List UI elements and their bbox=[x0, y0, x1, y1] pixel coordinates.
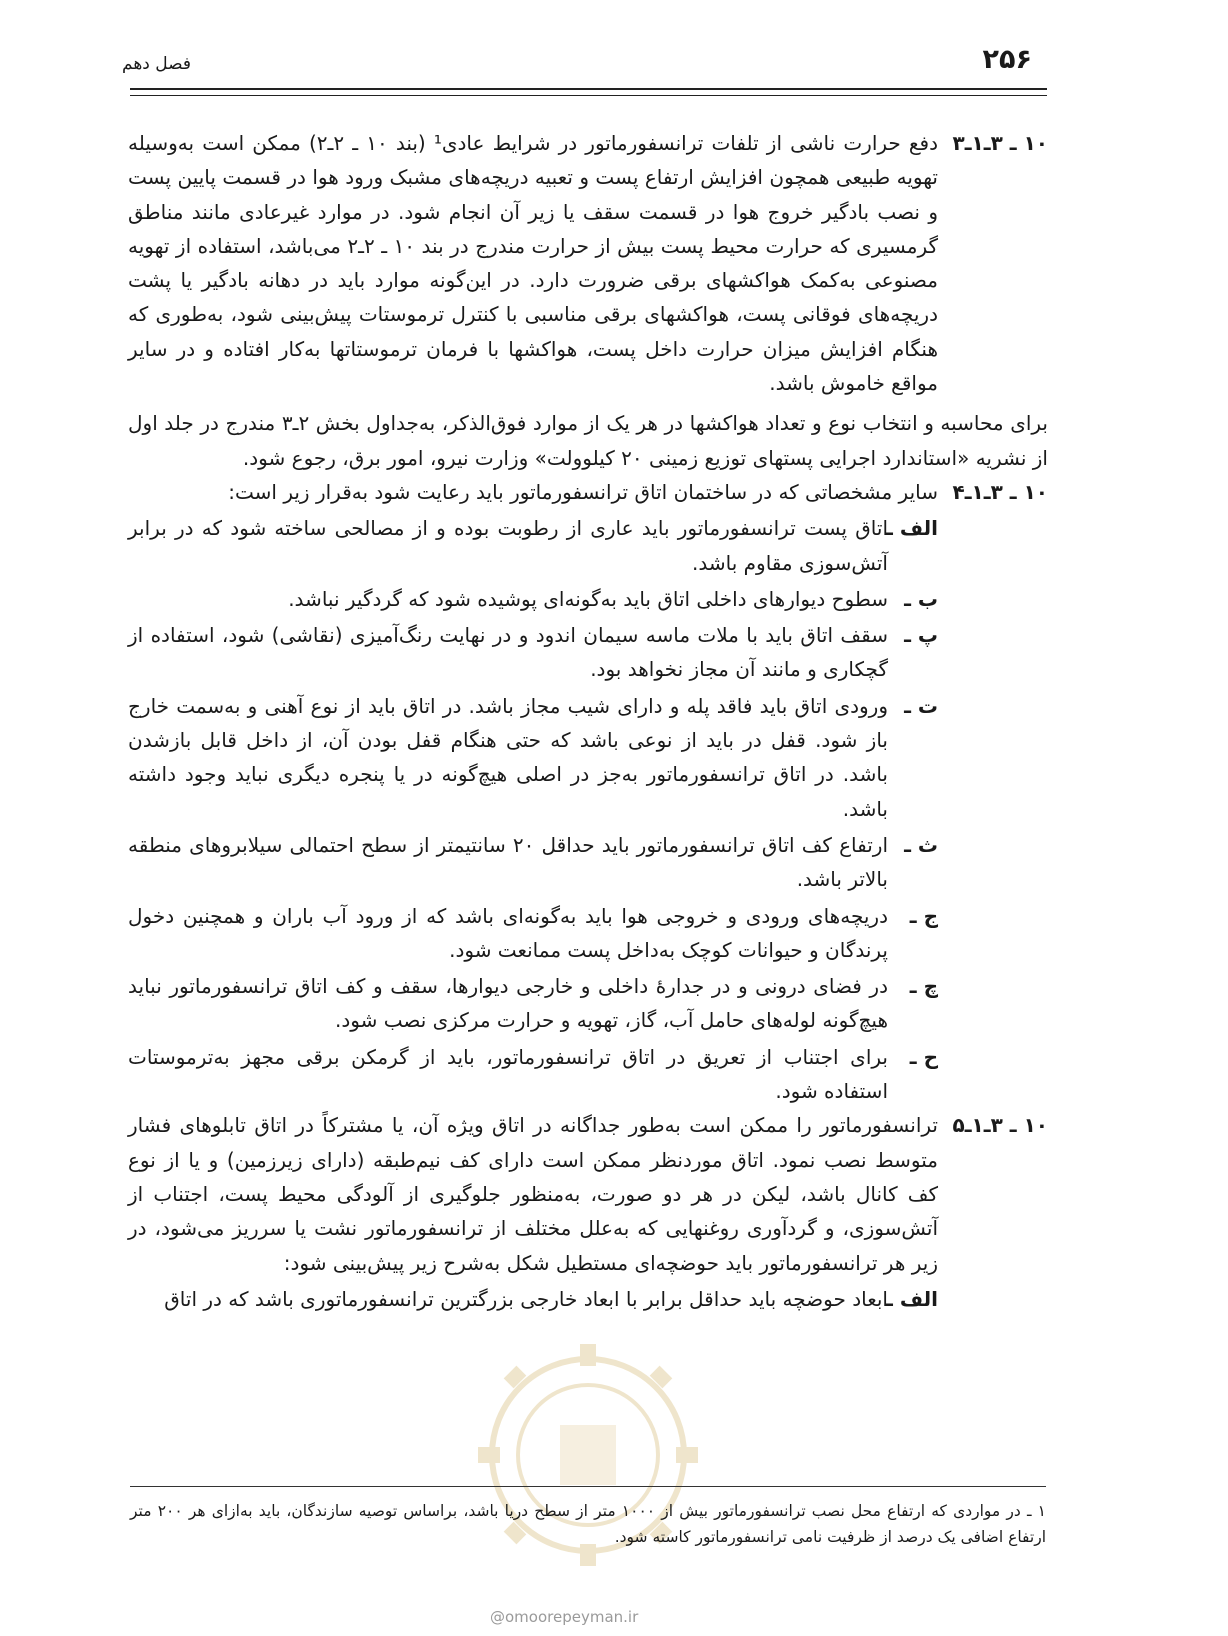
list-item bbox=[128, 899, 938, 968]
list-item-letter: الف ـ bbox=[886, 1286, 938, 1311]
list-item bbox=[128, 618, 938, 687]
list-item-text: سقف اتاق باید با ملات ماسه سیمان اندود و در نهایت رنگ‌آمیزی (نقاشی) شود، استفاده از گچکاری و مانند آن مجاز نخواهد بود. bbox=[128, 623, 888, 682]
list-item bbox=[128, 1040, 938, 1109]
section-paragraph: ترانسفورماتور را ممکن است به‌طور جداگانه در اتاق ویژه آن، یا مشترکاً در اتاق تابلوهای فشار متوسط نصب نمود. اتاق موردنظر ممکن است دارای کف نیم‌طبقه (دارای زیرزمین) و یا از نوع کف کانال باشد، لیکن در هر دو صورت، به‌منظور جلوگیری از آلودگی محیط پست، اجتناب از آتش‌سوزی، و گردآوری روغنهایی که به‌علل مختلف از ترانسفورماتور نشت یا سرریز می‌شود، در زیر هر ترانسفورماتور باید حوضچه‌ای مستطیل شکل به‌شرح زیر پیش‌بینی شود: bbox=[128, 1113, 938, 1275]
list-item-text: سطوح دیوارهای داخلی اتاق باید به‌گونه‌ای پوشیده شود که گردگیر نباشد. bbox=[288, 586, 888, 611]
list-item-letter: ح ـ bbox=[909, 1044, 938, 1069]
header-rule bbox=[130, 88, 1047, 90]
list-item-text: ورودی اتاق باید فاقد پله و دارای شیب مجاز باشد. در اتاق باید از نوع آهنی و به‌سمت خارج باز شود. قفل در باید از نوعی باشد که حتی هنگام قفل بودن آن، از داخل قابل بازشدن باشد. در اتاق ترانسفورماتور به‌جز در اصلی هیچ‌گونه در یا پنجره دیگری نباید وجود داشته باشد. bbox=[128, 693, 888, 821]
list-item bbox=[128, 511, 938, 580]
section-10-3-1-5 bbox=[128, 1108, 1048, 1316]
list-item-text: در فضای درونی و در جدارهٔ داخلی و خارجی دیوارها، سقف و کف اتاق ترانسفورماتور نباید هیچ‌گونه لوله‌های حامل آب، گاز، تهویه و حرارت مرکزی نصب شود. bbox=[128, 974, 888, 1033]
list-item bbox=[128, 1282, 938, 1316]
document-body bbox=[128, 126, 1048, 1316]
page-number: ۲۵۶ bbox=[982, 44, 1032, 75]
watermark-text: @omoorepeyman.ir bbox=[490, 1608, 639, 1626]
section-number: ۱۰ ـ ۳ـ۱ـ۴ bbox=[952, 479, 1048, 504]
list-item-letter: ب ـ bbox=[904, 586, 938, 611]
list-item-letter: ث ـ bbox=[904, 832, 938, 857]
section-10-3-1-4 bbox=[128, 475, 1048, 1108]
list-item-letter: الف ـ bbox=[886, 516, 938, 541]
header-rule-thin bbox=[130, 95, 1047, 96]
list-item-text: دریچه‌های ورودی و خروجی هوا باید به‌گونه‌ای باشد که از ورود آب باران و همچنین دخول پرندگان و حیوانات کوچک به‌داخل پست ممانعت شود. bbox=[128, 903, 888, 962]
list-item-letter: پ ـ bbox=[904, 623, 938, 648]
list-item-text: اتاق پست ترانسفورماتور باید عاری از رطوبت بوده و از مصالحی ساخته شود که در برابر آتش‌سوزی مقاوم باشد. bbox=[128, 516, 888, 575]
section-paragraph: دفع حرارت ناشی از تلفات ترانسفورماتور در شرایط عادی¹ (بند ۱۰ ـ ۲ـ۲) ممکن است به‌وسیله تهویه طبیعی همچون افزایش ارتفاع پست و تعبیه دریچه‌های مشبک ورود هوا در قسمت پایین پست و نصب بادگیر خروج هوا در قسمت سقف یا زیر آن انجام شود. در موارد غیرعادی مانند مناطق گرمسیری که حرارت محیط پست بیش از حرارت مندرج در بند ۱۰ ـ ۲ـ۲ می‌باشد، استفاده از تهویه مصنوعی به‌کمک هواکشهای برقی ضرورت دارد. در این‌گونه موارد باید در دهانه بادگیر یا پشت دریچه‌های فوقانی پست، هواکشهای برقی مناسبی با کنترل ترموستات پیش‌بینی شود، به‌طوری که هنگام افزایش میزان حرارت داخل پست، هواکشها با فرمان ترموستاتها به‌کار افتاده و در سایر مواقع خاموش باشد. bbox=[128, 131, 939, 396]
section-number: ۱۰ ـ ۳ـ۱ـ۳ bbox=[952, 131, 1048, 155]
list-item-letter: ت ـ bbox=[904, 693, 938, 718]
section-10-3-1-3 bbox=[128, 126, 1048, 475]
section-number: ۱۰ ـ ۳ـ۱ـ۵ bbox=[952, 1113, 1048, 1138]
list-item bbox=[128, 969, 938, 1038]
list-item-text: برای اجتناب از تعریق در اتاق ترانسفورماتور، باید از گرمکن برقی مجهز به‌ترموستات استفاده شود. bbox=[128, 1044, 888, 1104]
footnote: ۱ ـ در مواردی که ارتفاع محل نصب ترانسفورماتور بیش از ۱۰۰۰ متر از سطح دریا باشد، براساس توصیه سازندگان، باید به‌ازای هر ۲۰۰ متر ارتفاع اضافی یک درصد از ظرفیت نامی ترانسفورماتور کاسته شود. bbox=[130, 1502, 1046, 1546]
chapter-title: فصل دهم bbox=[122, 54, 191, 74]
list-item-letter: چ ـ bbox=[909, 974, 938, 999]
footnote-rule bbox=[130, 1486, 1046, 1487]
list-item bbox=[128, 582, 938, 616]
list-item-text: ابعاد حوضچه باید حداقل برابر با ابعاد خارجی بزرگترین ترانسفورماتوری باشد که در اتاق bbox=[164, 1286, 888, 1311]
list-item bbox=[128, 828, 938, 897]
list-item bbox=[128, 689, 938, 826]
list-item-text: ارتفاع کف اتاق ترانسفورماتور باید حداقل ۲۰ سانتیمتر از سطح احتمالی سیلابروهای منطقه بالاتر باشد. bbox=[128, 832, 888, 892]
section-intro: سایر مشخصاتی که در ساختمان اتاق ترانسفورماتور باید رعایت شود به‌قرار زیر است: bbox=[228, 479, 938, 504]
section-paragraph: برای محاسبه و انتخاب نوع و تعداد هواکشها در هر یک از موارد فوق‌الذکر، به‌جداول بخش ۲ـ۳ مندرج در جلد اول از نشریه «استاندارد اجرایی پستهای توزیع زمینی ۲۰ کیلوولت» وزارت نیرو، امور برق، رجوع شود. bbox=[128, 411, 1049, 470]
list-item-letter: ج ـ bbox=[909, 903, 938, 928]
